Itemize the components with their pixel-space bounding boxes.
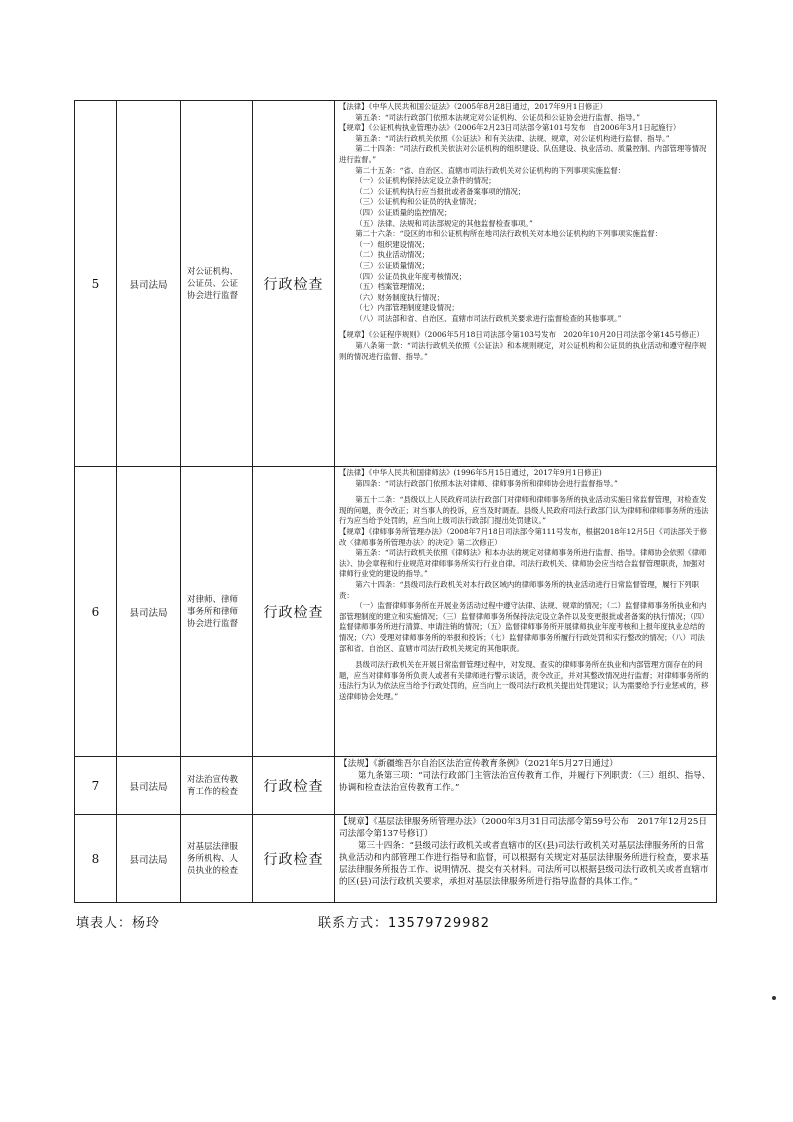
category: 行政检查 — [253, 815, 335, 903]
item-name: 对公证机构、公证员、公证协会进行监督 — [181, 101, 253, 467]
row-number: 6 — [75, 467, 117, 757]
enforcement-table — [74, 100, 717, 903]
basis-line: 【规章】《基层法律服务所管理办法》（2000年3月31日司法部令第59号公布 2017年12月25日司法部令第137号修订） — [339, 817, 707, 839]
legal-basis — [335, 101, 717, 467]
basis-line: 第二十五条：“省、自治区、直辖市司法行政机关对公证机构的下列事项实施监督： — [355, 165, 626, 175]
basis-line: 第五十二条：“县级以上人民政府司法行政部门对律师和律师事务所的执业活动实施日常监督管理，对检查发现的问题，责令改正；对当事人的投诉，应当及时调查。县级人民政府司法行政部门认为律师和律师事务所的违法行为应当给予处罚的，应当向上级司法行政部门提出处罚建议。” — [339, 495, 709, 526]
department: 县司法局 — [117, 757, 181, 815]
category: 行政检查 — [253, 757, 335, 815]
basis-line: 【法律】《中华人民共和国律师法》(1996年5月15日通过，2017年9月1日修正) — [339, 468, 602, 477]
basis-line: （二）公证机构执行应当报批或者备案事项的情况； — [355, 186, 526, 196]
basis-line: 第二十四条：“司法行政机关依法对公证机构的组织建设、队伍建设、执业活动、质量控制、内部管理等情况进行监督。” — [339, 144, 707, 164]
basis-line: 【规章】《公证机构执业管理办法》（2006年2月23日司法部令第101号发布 自2006年3月1日起施行） — [339, 123, 681, 133]
scan-speck — [772, 996, 776, 1000]
basis-line: 【规章】《公证程序规则》（2006年5月18日司法部令第103号发布 2020年10月20日司法部令第145号修正） — [339, 330, 704, 340]
table-row — [75, 101, 717, 467]
basis-line: （五）档案管理情况； — [355, 282, 430, 292]
basis-line: 【法律】《中华人民共和国公证法》（2005年8月28日通过，2017年9月1日修正） — [339, 102, 608, 111]
row-number: 8 — [75, 815, 117, 903]
row-number: 5 — [75, 101, 117, 467]
legal-basis — [335, 467, 717, 757]
basis-line: 第五条：“司法行政机关依照《公证法》和有关法律、法规、规章，对公证机构进行监督、指导。” — [355, 133, 670, 143]
basis-line: （一）公证机构保持法定设立条件的情况； — [355, 176, 496, 186]
basis-line: 第五条：“司法行政机关依照《律师法》和本办法的规定对律师事务所进行监督、指导。律师协会依照《律师法》、协会章程和行业规范对律师事务所实行行业自律。司法行政机关、律师协会应当结合监督管理职责，加强对律师行业党的建设的指导。” — [339, 548, 707, 579]
preparer-label: 填表人：杨玲 — [76, 916, 161, 931]
legal-basis — [335, 815, 717, 903]
basis-line: （一）监督律师事务所在开展业务活动过程中遵守法律、法规、规章的情况；（二）监督律师事务所执业和内部管理制度的建立和实施情况；（三）监督律师事务所保持法定设立条件以及变更报批或者备案的执行情况；（四）监督律师事务所进行清算、申请注销的情况；（五）监督律师事务所开展律师执业年度考核和上报年度执业总结的情况；（六）受理对律师事务所的举报和投诉；（七）监督律师事务所履行行政处罚和实行整改的情况；（八）司法部和省、自治区、直辖市司法行政机关规定的其他职责。 — [339, 601, 709, 653]
table-row — [75, 467, 717, 757]
basis-line: 第六十四条：“县级司法行政机关对本行政区域内的律师事务所的执业活动进行日常监督管理，履行下列职责： — [339, 579, 700, 600]
department: 县司法局 — [117, 815, 181, 903]
table-body — [75, 101, 717, 903]
basis-line: 第二十六条：“设区的市和公证机构所在地司法行政机关对本地公证机构的下列事项实施监督： — [355, 229, 663, 239]
basis-line: 【法规】《新疆维吾尔自治区法治宣传教育条例》（2021年5月27日通过） — [339, 759, 618, 769]
basis-line: （六）财务制度执行情况； — [355, 292, 444, 302]
legal-basis — [335, 757, 717, 815]
basis-line: 第四条：“司法行政部门依照本法对律师、律师事务所和律师协会进行监督指导。” — [355, 478, 618, 488]
basis-line: 县级司法行政机关在开展日常监督管理过程中，对发现、查实的律师事务所在执业和内部管理方面存在的问题，应当对律师事务所负责人或者有关律师进行警示谈话，责令改正，并对其整改情况进行监督；对律师事务所的违法行为认为依法应当给予行政处罚的，应当向上一级司法行政机关提出处罚建议；认为需要给予行业惩戒的，移送律师协会处理。” — [339, 660, 709, 701]
row-number: 7 — [75, 757, 117, 815]
table-row — [75, 757, 717, 815]
category: 行政检查 — [253, 101, 335, 467]
basis-line: 第三十四条：“县级司法行政机关或者直辖市的区(县)司法行政机关对基层法律服务所的日常执业活动和内部管理工作进行指导和监督，可以根据有关规定对基层法律服务所进行检查，要求基层法律服务所报告工作、说明情况、提交有关材料。司法所可以根据县级司法行政机关或者直辖市的区(县)司法行政机关要求，承担对基层法律服务所进行指导监督的具体工作。” — [339, 841, 709, 887]
basis-line: （三）公证质量情况； — [355, 260, 430, 270]
basis-line: （三）公证机构和公证员的执业情况； — [355, 197, 481, 207]
item-name: 对基层法律服务所机构、人员执业的检查 — [181, 815, 253, 903]
basis-line: （二）执业活动情况； — [355, 250, 430, 260]
contact-label: 联系方式：13579729982 — [318, 916, 490, 931]
basis-line: （五）法律、法规和司法部规定的其他监督检查事项。” — [355, 218, 533, 228]
basis-line: （四）公证员执业年度考核情况； — [355, 271, 467, 281]
item-name: 对律师、律师事务所和律师协会进行监督 — [181, 467, 253, 757]
basis-line: （四）公证质量的监控情况； — [355, 207, 452, 217]
department: 县司法局 — [117, 101, 181, 467]
category: 行政检查 — [253, 467, 335, 757]
basis-line: 第九条第三项：“司法行政部门主管法治宣传教育工作，并履行下列职责：（三）组织、指导、协调和检查法治宣传教育工作。” — [339, 771, 711, 793]
department: 县司法局 — [117, 467, 181, 757]
basis-line: （七）内部管理制度建设情况； — [355, 303, 459, 313]
basis-line: （八）司法部和省、自治区、直辖市司法行政机关要求进行监督检查的其他事项。” — [355, 313, 622, 323]
basis-line: 【规章】《律师事务所管理办法》（2008年7月18日司法部令第111号发布，根据2018年12月5日《司法部关于修改〈律师事务所管理办法〉的决定》第二次修正） — [339, 526, 708, 547]
basis-line: （一）组织建设情况； — [355, 239, 430, 249]
item-name: 对法治宣传教育工作的检查 — [181, 757, 253, 815]
basis-line: 第五条：“司法行政部门依照本法规定对公证机构、公证员和公证协会进行监督、指导。” — [355, 112, 640, 122]
table-row — [75, 815, 717, 903]
basis-line: 第八条第一款：“司法行政机关依照《公证法》和本规则规定，对公证机构和公证员的执业活动和遵守程序规则的情况进行监督、指导。” — [339, 341, 707, 361]
